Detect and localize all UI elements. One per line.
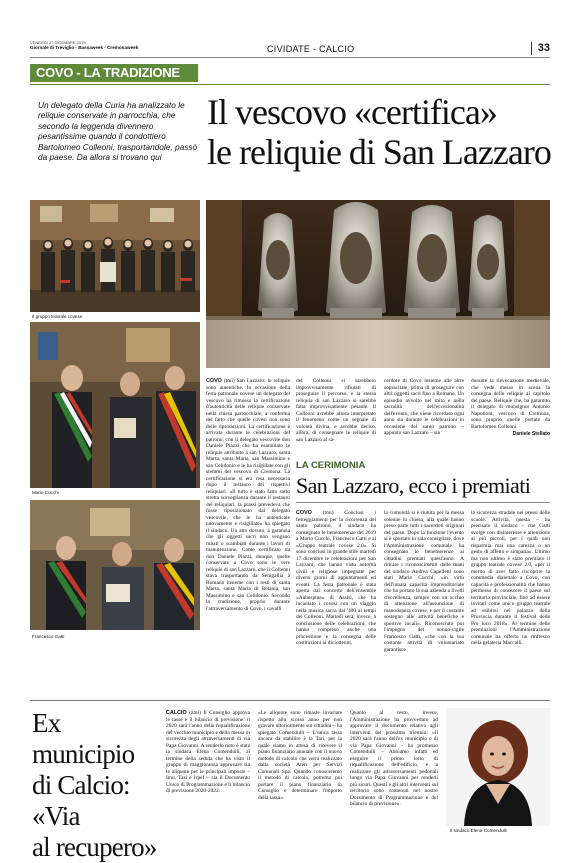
sub-article-col-1 bbox=[296, 510, 376, 696]
calcio-headline-line-3: al recupero» bbox=[32, 832, 157, 862]
masthead bbox=[30, 40, 550, 58]
main-article-signature: Daniele Stellato bbox=[512, 431, 550, 437]
section-separator bbox=[30, 700, 550, 701]
francesco-gatti-photo bbox=[30, 500, 200, 630]
sub-kicker: LA CERIMONIA bbox=[296, 460, 366, 471]
kicker-rule bbox=[30, 84, 550, 85]
main-article-text-3: cerdote di Covo insieme alle altre sopracitate, prima di proseguire con altri oggetti sacri fino a Romano. Un episodio avvolto nel mito e nella sacralità dell'eccezionalità dell'evento, che viene ricordato ogni anno sia durante le celebrazioni in occasione del santo patrono – appunto san Lazzaro – sia bbox=[384, 378, 464, 436]
calcio-article-col-1 bbox=[166, 710, 250, 830]
main-article-text-1: (tmi) San Lazzaro: le reliquie sono autentiche. In occasione della festa patronale covese un delegato del vescovo ha rimosso la certificazione d'autenticità delle reliquie conservate nella chiesa parrocchiale, a conferma del fatto che quelle covesi non sono delle riproduzioni. La certificazione è arrivata durante le celebrazioni del patrono, con il delegato vescovile don Daniele Piazzi che ha esaminato le reliquie attribuite a san Lazzaro, santa Marta, santa Maria, san Massimino e san Celidonio e le ha risigillate con gli stemmi del vescovo di Cremona. La certificazione si era resa necessaria dopo il restauro dei rispettivi reliquiari. «Il tutto è stato fatto sotto stretta sorveglianza durante il restauro dei reliquiari, la prassi prevedeva che fosse riposizionato dal delegato vescovile, che le ha autenticate nuovamente e risigillate» ha spiegato il sindaco. Un atto dovuto, a garanzia che gli oggetti sacri non vengano rubati o scambiati durante i lavori di manutenzione. Come certificato da don Daniele Piazzi, dunque, quelle conservate a Covo sono le vere reliquie di san Lazzaro, che il Colleoni stava trasportando da Senigallia a Romano insieme con i resti di santa Marta, santa Maria di Betania, san Massimino e san Celidonio. Secondo la tradizione, proprio durante l'attraversamento di Covo, i cavalli bbox=[206, 378, 290, 612]
sub-article-col-2 bbox=[384, 510, 464, 696]
section-label: CIVIDATE - CALCIO bbox=[267, 44, 355, 54]
sub-headline: San Lazzaro, ecco i premiati bbox=[296, 473, 531, 498]
main-article-byline: COVO bbox=[206, 378, 222, 384]
sub-article-text-3: la sicurezza stradale nei pressi delle scuole. Attività, questa – ha precisato il sindaco – che Gatti svolge con disinteresse e attenzione ai più piccoli, per i quali non risparmia mai una carezza o un gesto di affetto e simpatia». Ultimo ma non ultimo è stato premiato il gruppo teatrale covese 2.0, «per il merito di aver fatto riscoprire la commedia dialettale a Covo, con capacità e professionalità che hanno permesso di conoscere il paese sul territorio provinciale, fino ad essere invitati come unico gruppo teatrale ad esibirsi nel palazzo della Provincia durante il festival delle Pro loco 2018». Al termine delle premiazioni l'Amministrazione comunale ha offerto un rinfresco nella gelateria Maccalli. bbox=[471, 510, 550, 646]
calcio-article-col-3 bbox=[350, 710, 438, 830]
main-article-col-3 bbox=[384, 378, 464, 456]
calcio-article-text-3: Quanto al resto, invece, l'Amministrazione ha provveduto ad approvare il documento relativo agli interventi del prossimo triennio: «Il 2020 sarà l'anno dell'ex municipio e di via Papa Giovanni – ha promesso Comendulli – Abbiamo infatti ed eseguire il primo lotto di riqualificazione dell'edificio, e a realizzare gli attraversamenti pedonali lungo via Papa Giovanni per renderli più sicuri. Questi e gli altri interventi sul territorio sono contenuti nel nostro Documento di Programmazione e del bilancio di previsione». bbox=[350, 710, 438, 807]
main-article-col-4 bbox=[471, 378, 550, 458]
main-article-text-2: del Colleoni si sarebbero improvvisamente rifiutati di proseguire il percorso, e la stessa reliquia di san Lazzaro si sarebbe fatta improvvisamente pesante. Il Colleoni avrebbe allora interpretato il fenomeno come un segnale di volontà divina, e avrebbe deciso, allora, di consegnare le reliquie di san Lazzaro al sa- bbox=[296, 378, 376, 443]
caption-francesco: Francesco Gatti bbox=[32, 634, 65, 639]
main-article-text-4: durante la rievocazione medievale, che vede messo in scena la consegna delle reliquie al capitolo del paese. Reliquie che, ha garantito il delegato di monsignor Antonio Napolioni, vescovo di Cremona, sono proprio quelle portate da Bartolomeo Colleoni. bbox=[471, 378, 550, 430]
issue-date: VENERDÌ 27 DICEMBRE 2019 bbox=[30, 40, 86, 45]
page-number: 33 bbox=[537, 42, 550, 54]
sub-article-col-3 bbox=[471, 510, 550, 696]
calcio-headline-line-1: Ex municipio bbox=[32, 708, 135, 769]
story-kicker: COVO - LA TRADIZIONE bbox=[30, 64, 198, 82]
sub-article-text-2: la comunità si è riunita per la messa solenne in chiesa, alla quale hanno preso parte tutti i sacerdoti originari del paese. Dopo la funzione l'evento si è spostato in sala consigliare, dove l'Amministrazione comunale ha consegnato le benemerenze ai cittadini premiati quest'anno. A ritirare i riconoscimenti dalle mani del sindaco Andrea Capelletti sono stati Mario Cucchi, «in virtù dell'innata capacità imprenditoriale che ha portato la sua azienda a livelli d'eccellenza, sempre con un occhio di attenzione all'assunzione di manodopera covese, e per il costante sostegno alle attività benefiche e sportive locali». Riconosciuto poi l'impegno del nonno-vigile Francesco Gatti, «che con la sua costante attività di volontariato garantisce bbox=[384, 510, 464, 653]
main-article-col-2 bbox=[296, 378, 376, 456]
caption-elena: Il sindaco Elena Comendulli bbox=[450, 828, 507, 833]
sub-article-text-1: (tmi) Conclusi i festeggiamenti per la ricorrenza del santo patrono, il sindaco ha consegnato le benemerenze del 2019 a Mario Cucchi, Francesco Gatti e al «Gruppo teatrale covese 2.0». Si sono conclusi in grande stile martedì 17 dicembre le celebrazioni per San Lazzaro, che hanno visto autorità civili e religiose impegnate per diversi giorni di appuntamenti ed eventi. La festa patronale è stata aperta dal concerto dell'ensemble «Aubespine» di Assisi, che ha incantato i covesi con un viaggio nella musica sacra dal '400 ai tempi del Colleoni. Martedì sera, invece, a conclusione delle celebrazioni, che hanno compreso anche una processione e la consegna delle costituzioni ai diciottenni, bbox=[296, 510, 376, 646]
group-photo bbox=[30, 200, 200, 312]
main-headline bbox=[207, 92, 552, 172]
sub-article-byline: COVO bbox=[296, 510, 312, 516]
mario-cucchi-photo bbox=[30, 322, 200, 488]
headline-line-2: le reliquie di San Lazzaro bbox=[207, 132, 551, 172]
page-separator bbox=[531, 42, 532, 55]
reliquaries-photo bbox=[206, 200, 550, 368]
headline-line-1: Il vescovo «certifica» bbox=[207, 92, 497, 132]
calcio-article-text-2: «Le aliquote sono rimaste invariate rispetto allo scorso anno per non gravare ulteriormente sui cittadini – ha spiegato Comendulli – L'unica tassa ancora da stabilire è la Tari, per la quale siamo in attesa di ricevere il piano finanziario annuale con il nuovo metodo di calcolo che verrà realizzato dalla società Aren per Servizi Comunali Spa. Quando conosceremo il metodo di calcolo, potremo poi portare il piano finanziario in Consiglio e determinare l'importo della tassa». bbox=[258, 710, 342, 801]
calcio-headline bbox=[32, 708, 162, 863]
elena-comendulli-photo bbox=[446, 708, 550, 826]
masthead-rule bbox=[30, 57, 550, 58]
calcio-article-col-2 bbox=[258, 710, 342, 830]
main-article-col-1 bbox=[206, 378, 290, 696]
sub-headline-rule bbox=[296, 502, 550, 503]
story-summary: Un delegato della Curia ha analizzato le reliquie conservate in parrocchia, che secondo la leggenda divennero pesantissime quando il condottiero Bartolomeo Colleoni, trasportandole, passò da paese. Da allora si trovano qui bbox=[38, 100, 198, 163]
caption-mario: Mario Cucchi bbox=[32, 490, 59, 495]
caption-group: Il gruppo teatrale covese bbox=[32, 314, 83, 319]
calcio-article-byline: CALCIO bbox=[166, 710, 187, 716]
newspaper-name: Giornale di Treviglio - Bassaweek - Cremonaweek bbox=[30, 45, 139, 50]
calcio-article-text-1: (zmi) Il Consiglio approva le tasse e il bilancio di previsione: il 2020 sarà l'anno della riqualificazione del vecchio municipio e della messa in sicurezza degli attraversamenti di via Papa Giovanni. A renderlo noto è stata la sindaca Elena Comendulli, al termine della seduta che ha visto il gruppo di maggioranza approvare sia le aliquote per le principali imposte – Imu, Tasi e Irpef – sia il Documento Unico di Programmazione e il bilancio di previsione 2020-2022. bbox=[166, 710, 250, 794]
calcio-headline-line-2: di Calcio: «Via bbox=[32, 770, 130, 831]
